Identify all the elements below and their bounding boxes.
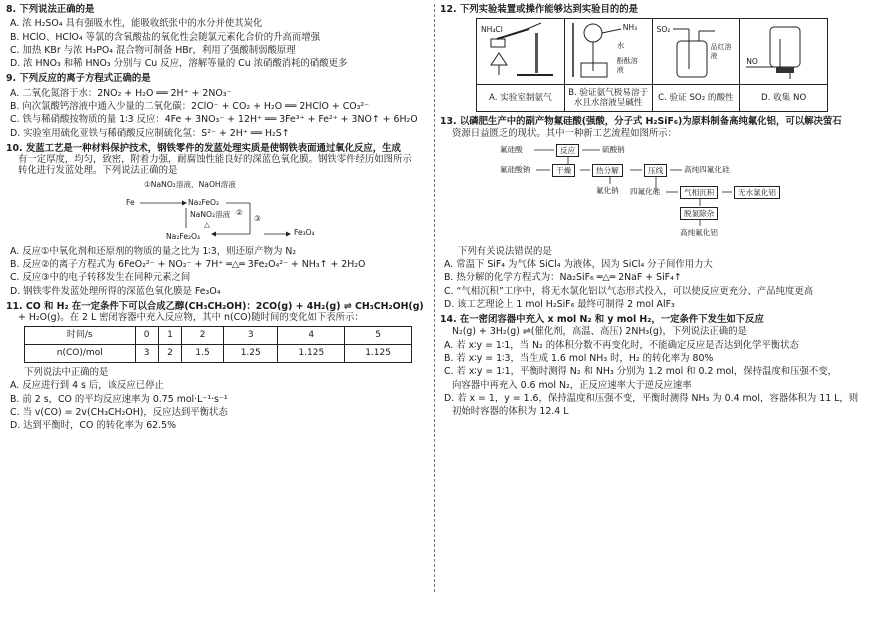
na2feo2-label: Na₂FeO₂ (188, 197, 220, 207)
question-stem (6, 301, 430, 324)
flow-sif4: 四氟化硅 (630, 186, 661, 196)
question-10 (6, 143, 430, 297)
table-cell: 0 (135, 327, 158, 345)
table-cell: 2 (158, 345, 181, 363)
question-stem: 9. 下列反应的离子方程式正确的是 (6, 73, 151, 85)
table-cell: 1.5 (182, 345, 224, 363)
nh3-label: NH₃ (622, 23, 638, 33)
step1-label: ①NaNO₂溶液、NaOH溶液 (144, 179, 236, 189)
option-d: D. 该工艺理论上 1 mol H₂SiF₆ 最终可制得 2 mol AlF₃ (444, 298, 675, 310)
option-b: B. 热分解的化学方程式为：Na₂SiF₆ ═△═ 2NaF + SiF₄↑ (444, 272, 682, 284)
option-c: C. 加热 KBr 与浓 H₃PO₄ 混合物可制备 HBr，利用了强酸制弱酸原理 (10, 44, 296, 56)
option-b: B. HClO、HClO₄ 等氯的含氧酸盐的氧化性会随氯元素化合价的升高而增强 (10, 31, 321, 43)
apparatus-c-caption: C. 验证 SO₂ 的酸性 (658, 93, 734, 104)
water-label: 水 (616, 41, 625, 51)
question-8 (6, 4, 430, 69)
stem-line: 13. 以磷肥生产中的副产物氟硅酸(强酸，分子式 H₂SiF₆)为原料制备高纯氟化铝，可以解决萤石 (440, 116, 842, 128)
apparatus-a-caption: A. 实验室制氨气 (488, 93, 552, 104)
stem-line: 14. 在一密闭容器中充入 x mol N₂ 和 y mol H₂，一定条件下发生如下反应 (440, 314, 764, 326)
option-b: B. 向次氯酸钙溶液中通入少量的二氧化碳：2ClO⁻ + CO₂ + H₂O ══ 2HClO + CO₃²⁻ (10, 100, 370, 112)
flow-high-sif4: 高纯四氟化硅 (684, 164, 730, 174)
option-c-continued: 向容器中再充入 0.6 mol N₂，正反应速率大于逆反应速率 (452, 379, 692, 391)
flow-product: 高纯氟化铝 (680, 227, 718, 237)
wash-bottle-icon (653, 19, 739, 83)
table-cell: 1.125 (278, 345, 345, 363)
option-a: A. 反应进行到 4 s 后，该反应已停止 (10, 380, 164, 392)
question-13 (440, 116, 864, 310)
option-d-continued: 初始时容器的体积为 12.4 L (452, 406, 569, 418)
flask-heating-icon (477, 19, 563, 83)
fountain-flask-icon (565, 19, 651, 83)
flow-naf: 氟化钠 (596, 185, 619, 195)
gas-bottle-icon (740, 19, 826, 83)
process-flowchart (500, 142, 800, 242)
question-11 (6, 301, 430, 432)
option-a: A. 浓 H₂SO₄ 具有强吸水性，能吸收纸张中的水分并使其炭化 (10, 18, 263, 30)
apparatus-a (477, 19, 565, 111)
apparatus-a-picture (477, 19, 564, 85)
table-cell: 1.25 (224, 345, 278, 363)
option-c: C. “气相沉积”工序中，将无水氯化铝以气态形式投入，可以使反应更充分、产品纯度更高 (444, 285, 814, 297)
apparatus-c (653, 19, 741, 111)
apparatus-d-caption: D. 收集 NO (761, 93, 807, 104)
question-stem: 8. 下列说法正确的是 (6, 4, 95, 15)
option-b: B. 前 2 s，CO 的平均反应速率为 0.75 mol·L⁻¹·s⁻¹ (10, 393, 228, 405)
so2-label: SO₂ (656, 25, 671, 35)
stem-line: 转化进行发蓝处理。下列说法正确的是 (18, 165, 178, 177)
table-cell: 1 (158, 327, 181, 345)
apparatus-row (476, 18, 828, 112)
flow-press: 压线 (644, 164, 667, 177)
stem-line: 资源日益匮乏的现状。其中一种新工艺流程如图所示： (452, 127, 678, 139)
reagent2-label: NaNO₂溶液 (190, 209, 231, 219)
nh4cl-label: NH₄Cl (481, 25, 503, 35)
flow-dry: 干燥 (552, 164, 575, 177)
step2-label: ② (236, 207, 243, 217)
option-a: A. 反应①中氧化剂和还原剂的物质的量之比为 1∶3，则还原产物为 N₂ (10, 245, 297, 257)
table-cell: 5 (345, 327, 412, 345)
question-12 (440, 4, 864, 112)
heat-label: △ (204, 219, 210, 229)
table-cell: 3 (135, 345, 158, 363)
flow-na2sif6: 氟硅酸钠 (500, 164, 531, 174)
apparatus-b (565, 19, 653, 111)
question-stem (440, 314, 864, 337)
stem-line: + H₂O(g)。在 2 L 密闭容器中充入反应物，其中 n(CO)随时间的变化如下表所示： (18, 312, 364, 324)
sub-question: 下列说法中正确的是 (24, 366, 109, 378)
flow-gas-deposit: 气相沉积 (680, 186, 718, 199)
magenta-label: 品红溶液 (710, 43, 732, 60)
column-divider (434, 4, 435, 592)
step3-label: ③ (254, 213, 261, 223)
option-d: D. 达到平衡时，CO 的转化率为 62.5% (10, 420, 176, 432)
flow-remove-cl: 脱氯除杂 (680, 207, 718, 220)
left-column (6, 4, 430, 435)
flow-na2so4: 硫酸钠 (602, 144, 625, 154)
apparatus-d-picture (740, 19, 827, 85)
option-c: C. 铁与稀硝酸按物质的量 1∶3 反应：4Fe + 3NO₃⁻ + 12H⁺ ══ 3Fe³⁺ + Fe²⁺ + 3NO↑ + 6H₂O (10, 114, 418, 126)
table-cell: 时间/s (25, 327, 136, 345)
flow-react: 反应 (556, 144, 579, 157)
sub-question: 下列有关说法错误的是 (458, 245, 552, 257)
flow-anhydrous-alcl3: 无水氯化铝 (734, 186, 780, 199)
table-cell: 4 (278, 327, 345, 345)
option-d: D. 浓 HNO₃ 和稀 HNO₃ 分别与 Cu 反应，溶解等量的 Cu 浓硝酸消耗的硝酸更多 (10, 58, 348, 70)
option-c: C. 当 v(CO) = 2v(CH₃CH₂OH)，反应达到平衡状态 (10, 406, 228, 418)
question-14 (440, 314, 864, 417)
question-stem: 12. 下列实验装置或操作能够达到实验目的的是 (440, 4, 638, 15)
table-header-row (25, 327, 412, 345)
fe3o4-label: Fe₃O₄ (294, 227, 315, 237)
flow-h2sif6: 氟硅酸 (500, 144, 523, 154)
stem-line: 10. 发蓝工艺是一种材料保护技术，钢铁零件的发蓝处理实质是使钢铁表面通过氧化反应，生成 (6, 142, 401, 154)
fe-label: Fe (126, 197, 135, 207)
table-cell: 3 (224, 327, 278, 345)
na2fe2o4-label: Na₂Fe₂O₄ (166, 231, 201, 241)
option-b: B. 若 x∶y = 1∶3，当生成 1.6 mol NH₃ 时，H₂ 的转化率为 80% (444, 353, 714, 365)
stem-line: 有一定厚度，均匀，致密，附着力强，耐腐蚀性能良好的深蓝色氧化膜。钢铁零件经历如图所示 (18, 154, 412, 166)
table-row (25, 345, 412, 363)
table-cell: 2 (182, 327, 224, 345)
table-cell: 1.125 (345, 345, 412, 363)
table-cell: n(CO)/mol (25, 345, 136, 363)
right-column (440, 4, 864, 422)
stem-line: 11. CO 和 H₂ 在一定条件下可以合成乙醇(CH₃CH₂OH)：2CO(g) + 4H₂(g) ⇌ CH₃CH₂OH(g) (6, 300, 424, 312)
kinetics-table (24, 326, 412, 363)
stem-line: N₂(g) + 3H₂(g) ⇌(催化剂，高温、高压) 2NH₃(g)，下列说法正确的是 (452, 325, 747, 337)
apparatus-b-picture (565, 19, 652, 85)
option-a: A. 二氧化氮溶于水：2NO₂ + H₂O ══ 2H⁺ + 2NO₃⁻ (10, 87, 232, 99)
apparatus-c-picture (653, 19, 740, 85)
option-c: C. 若 x∶y = 1∶1，平衡时测得 N₂ 和 NH₃ 分别为 1.2 mol 和 0.2 mol，保持温度和压强不变， (444, 366, 838, 378)
option-d: D. 若 x = 1，y = 1.6，保持温度和压强不变，平衡时测得 NH₃ 为 0.4 mol，容器体积为 11 L，则 (444, 392, 859, 404)
question-9 (6, 73, 430, 138)
option-a: A. 若 x∶y = 1∶1，当 N₂ 的体积分数不再变化时，不能确定反应是否达到化学平衡状态 (444, 339, 799, 351)
flow-decomp: 热分解 (592, 164, 623, 177)
phenolphthalein-label: 酚酞溶液 (616, 57, 638, 74)
option-c: C. 反应③中的电子转移发生在同种元素之间 (10, 272, 191, 284)
apparatus-d (740, 19, 827, 111)
option-b: B. 反应②的离子方程式为 6FeO₂²⁻ + NO₂⁻ + 7H⁺ ═△═ 3Fe₂O₄²⁻ + NH₃↑ + 2H₂O (10, 258, 366, 270)
no-label: NO (746, 57, 758, 67)
question-stem (6, 143, 430, 177)
question-stem (440, 116, 864, 139)
option-d: D. 实验室用硫化亚铁与稀硝酸反应制硫化氢：S²⁻ + 2H⁺ ══ H₂S↑ (10, 127, 290, 139)
apparatus-b-caption: B. 验证氨气极易溶于水且水溶液呈碱性 (568, 87, 649, 109)
reaction-scheme (126, 180, 346, 244)
option-a: A. 常温下 SiF₄ 为气体 SiCl₄ 为液体，因为 SiCl₄ 分子间作用力大 (444, 259, 713, 271)
option-d: D. 钢铁零件发蓝处理所得的深蓝色氧化膜是 Fe₃O₄ (10, 285, 221, 297)
